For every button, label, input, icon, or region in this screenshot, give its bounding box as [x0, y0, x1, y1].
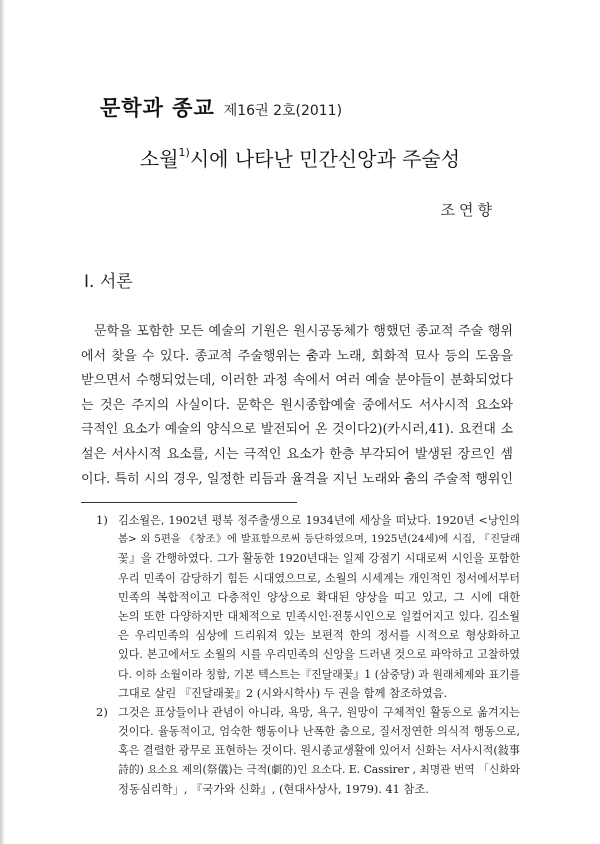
body-line: 문학을 포함한 모든 예술의 기원은 원시공동체가 행했던 종교적 주술 행위 [94, 324, 513, 339]
footnote-line: 은 우리민족의 심상에 드리워져 있는 보편적 한의 정서를 시적으로 형상화하고 [118, 629, 520, 643]
footnote-line: 그것은 표상들이나 관념이 아니라, 욕망, 욕구, 원망이 구체적인 활동으로 옮겨지는 [118, 705, 520, 719]
footnotes [96, 511, 520, 799]
running-head [100, 92, 343, 120]
body-line: 받으면서 수행되었는데, 이러한 과정 속에서 여러 예술 분야들이 분화되었다 [81, 373, 513, 389]
footnote-line: 詩的) 요소요 제의(祭儀)는 극적(劇的)인 요소다. E. Cassirer , 최명관 번역 「신화와 [118, 763, 520, 777]
footnote-line: 논의 또한 다양하지만 대체적으로 민족시인·전통시인으로 일컬어지고 있다. 김소월 [118, 609, 520, 623]
footnote-line: 꽃』을 간행하였다. 그가 활동한 1920년대는 일제 강점기 시대로써 시인을 포함한 [118, 552, 520, 566]
scan-edge-shadow [0, 0, 5, 844]
footnote-line: 다. 이하 소월이라 칭함, 기본 텍스트는『진달래꽃』1 (삼중당) 과 원래체제와 표기를 [118, 667, 520, 681]
body-text [81, 320, 513, 492]
title-text-after: 시에 나타난 민간신앙과 주술성 [189, 147, 461, 171]
footnote-2 [96, 703, 520, 799]
footnote-line: 우리 민족이 감당하기 힘든 시대였으므로, 소월의 시세계는 개인적인 정서에서부터 [118, 571, 520, 585]
footnote-line: 민족의 복합적이고 다층적인 양상으로 확대된 양상을 띠고 있고, 그 시에 대한 [118, 590, 520, 604]
paper-title [0, 143, 600, 172]
body-line: 에서 찾을 수 있다. 종교적 주술행위는 춤과 노래, 회화적 묘사 등의 도움을 [81, 348, 513, 364]
footnote-number: 2) [96, 704, 108, 719]
title-footnote-mark[interactable]: 1) [178, 146, 190, 160]
issue-info: 제16권 2호(2011) [223, 103, 343, 119]
section-heading: I. 서론 [84, 272, 133, 292]
footnote-number: 1) [96, 513, 108, 527]
footnote-line: 있다. 본고에서도 소월의 시를 우리민족의 신앙을 드러낸 것으로 파악하고 고찰하였 [118, 648, 520, 662]
footnote-divider [81, 502, 297, 503]
footnote-line: 김소월은, 1902년 평북 정주출생으로 1934년에 세상을 떠났다. 1920년 <낭인의 [118, 514, 520, 527]
footnote-line: 봄> 외 5편을 《창조》에 발표함으로써 등단하였으며, 1925년(24세)에 시집, 『진달래 [118, 533, 520, 546]
footnote-1 [96, 511, 520, 703]
author-name: 조연향 [440, 201, 496, 219]
body-line: 극적인 요소가 예술의 양식으로 발전되어 온 것이다2)(카시러,41). 요컨대 소 [81, 422, 513, 438]
body-line: 는 것은 주지의 사실이다. 문학은 원시종합예술 중에서도 서사시적 요소와 [81, 397, 513, 413]
title-text-before: 소월 [139, 147, 179, 171]
journal-logo: 문학과 종교 [100, 96, 215, 120]
footnote-line: 정동심리학」, 『국가와 신화』, (현대사상사, 1979). 41 참조. [118, 782, 429, 796]
footnote-line: 것이다. 율동적이고, 엄숙한 행동이나 난폭한 춤으로, 질서정연한 의식적 행동으로, [118, 725, 520, 739]
body-line: 설은 서사시적 요소를, 시는 극적인 요소가 한층 부각되어 발생된 장르인 셈 [81, 446, 513, 462]
body-line: 이다. 특히 시의 경우, 일정한 리듬과 율격을 지닌 노래와 춤의 주술적 행위인 [81, 471, 513, 487]
footnote-line: 그대로 살린 『진달래꽃』2 (시와시학사) 두 권을 함께 참조하였음. [118, 686, 448, 700]
footnote-line: 혹은 결렬한 광무로 표현하는 것이다. 원시종교생활에 있어서 신화는 서사시적(敍事 [118, 744, 520, 758]
